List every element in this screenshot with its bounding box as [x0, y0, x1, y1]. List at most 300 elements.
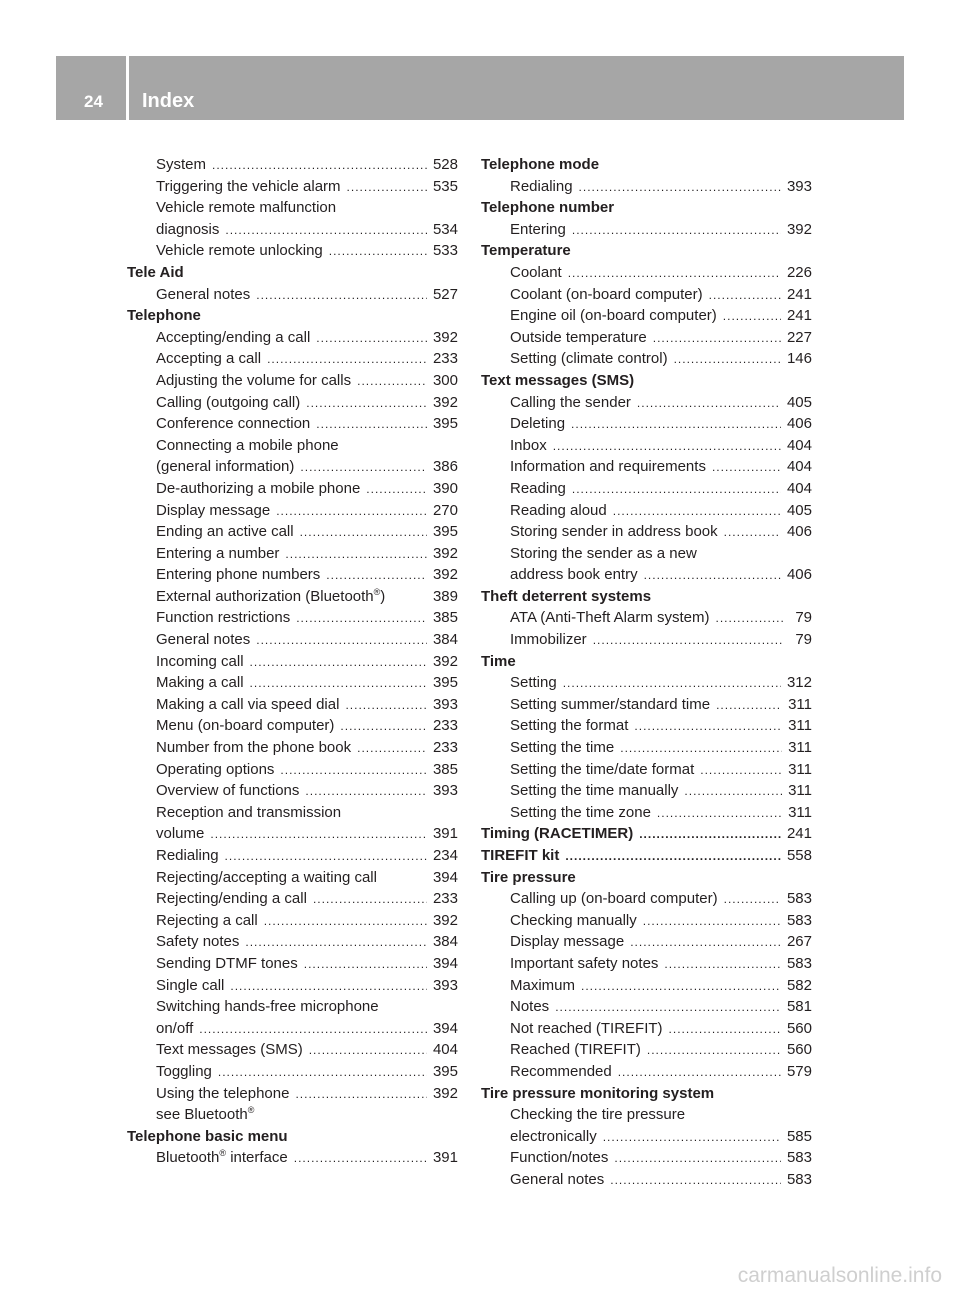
dot-leader — [295, 1084, 427, 1106]
page-reference[interactable]: 233 — [432, 350, 458, 368]
index-entry-text: Entering phone numbers — [156, 566, 321, 584]
index-entry-text: Function restrictions — [156, 609, 291, 627]
dot-leader — [674, 349, 781, 371]
index-entry-text: Tire pressure monitoring system — [481, 1084, 715, 1102]
index-entry — [481, 737, 812, 759]
dot-leader — [647, 1040, 781, 1062]
index-entry — [127, 975, 458, 997]
page-reference[interactable]: 583 — [786, 1149, 812, 1167]
index-entry — [481, 543, 812, 565]
index-entry-text: Rejecting a call — [156, 911, 258, 929]
page-reference[interactable]: 583 — [786, 954, 812, 972]
index-entry-text: Storing sender in address book — [510, 523, 718, 541]
index-entry-text: Checking manually — [510, 911, 637, 929]
index-entry-text: Redialing — [510, 177, 573, 195]
dot-leader — [357, 371, 427, 393]
index-entry — [127, 888, 458, 910]
dot-leader — [643, 911, 781, 933]
dot-leader — [225, 846, 427, 868]
header-divider — [126, 56, 129, 120]
index-entry-text: Setting the time — [510, 739, 615, 757]
page-reference[interactable]: 385 — [432, 609, 458, 627]
page-reference[interactable]: 392 — [432, 911, 458, 929]
index-entry — [127, 1104, 458, 1126]
dot-leader — [250, 652, 427, 674]
index-entry — [127, 478, 458, 500]
dot-leader — [230, 976, 427, 998]
page-reference[interactable]: 583 — [786, 890, 812, 908]
page-reference[interactable]: 233 — [432, 717, 458, 735]
page-reference[interactable]: 404 — [786, 458, 812, 476]
index-entry-text: Information and requirements — [510, 458, 706, 476]
dot-leader — [316, 328, 427, 350]
index-entry — [481, 284, 812, 306]
index-entry — [127, 953, 458, 975]
index-entry-text: Recommended — [510, 1062, 612, 1080]
index-entry-text: Reading — [510, 479, 566, 497]
index-entry-text: Rejecting/ending a call — [156, 890, 307, 908]
dot-leader — [571, 414, 781, 436]
index-entry — [127, 392, 458, 414]
index-entry-text: Setting the format — [510, 717, 629, 735]
dot-leader — [276, 501, 427, 523]
index-entry — [127, 845, 458, 867]
dot-leader — [634, 716, 782, 738]
index-entry — [481, 392, 812, 414]
index-entry-text: address book entry — [510, 566, 638, 584]
dot-leader — [637, 393, 781, 415]
page-reference[interactable]: 311 — [788, 782, 812, 800]
index-entry-text: volume — [156, 825, 205, 843]
index-entry-text: External authorization (Bluetooth®) — [156, 586, 386, 605]
page-reference[interactable]: 79 — [795, 609, 812, 627]
index-heading — [127, 305, 458, 327]
page-reference[interactable]: 392 — [432, 393, 458, 411]
dot-leader — [285, 544, 427, 566]
index-entry — [481, 672, 812, 694]
index-entry-text: Ending an active call — [156, 523, 294, 541]
index-entry-text: Toggling — [156, 1062, 212, 1080]
index-entry — [127, 737, 458, 759]
index-entry — [481, 348, 812, 370]
index-entry — [481, 953, 812, 975]
page-reference[interactable]: 311 — [788, 803, 812, 821]
index-entry — [127, 413, 458, 435]
index-entry-text: Setting (climate control) — [510, 350, 668, 368]
page-reference[interactable]: 560 — [786, 1019, 812, 1037]
page-reference[interactable]: 384 — [432, 933, 458, 951]
index-entry — [481, 435, 812, 457]
index-entry-text: Using the telephone — [156, 1084, 290, 1102]
index-entry — [481, 931, 812, 953]
page-reference[interactable]: 311 — [788, 760, 812, 778]
index-entry — [127, 672, 458, 694]
page-reference[interactable]: 233 — [432, 890, 458, 908]
page-reference[interactable]: 404 — [432, 1041, 458, 1059]
page-reference[interactable]: 300 — [432, 371, 458, 389]
index-entry-text: Storing the sender as a new — [510, 544, 697, 562]
dot-leader — [610, 1170, 781, 1192]
page-reference[interactable]: 311 — [788, 695, 812, 713]
index-entry-text: Not reached (TIREFIT) — [510, 1019, 663, 1037]
dot-leader — [572, 479, 781, 501]
index-entry — [127, 327, 458, 349]
index-entry — [481, 521, 812, 543]
index-entry-text: ATA (Anti-Theft Alarm system) — [510, 609, 710, 627]
index-entry — [481, 1061, 812, 1083]
page-reference[interactable]: 527 — [432, 285, 458, 303]
index-entry — [481, 478, 812, 500]
index-entry — [127, 823, 458, 845]
page-reference[interactable]: 234 — [432, 847, 458, 864]
index-entry-text: System — [156, 156, 207, 173]
dot-leader — [218, 1062, 427, 1084]
index-entry-text: Theft deterrent systems — [481, 587, 652, 605]
index-entry-text: Display message — [510, 933, 625, 951]
index-entry-text: Incoming call — [156, 652, 244, 670]
dot-leader — [280, 760, 427, 782]
page-reference[interactable]: 395 — [432, 523, 458, 541]
index-entry-text: General notes — [510, 1170, 605, 1188]
index-entry-text: Tire pressure — [481, 868, 576, 886]
page-reference[interactable]: 558 — [786, 847, 812, 864]
index-entry — [127, 240, 458, 262]
index-entry — [481, 888, 812, 910]
index-entry-text: (general information) — [156, 458, 295, 476]
dot-leader — [620, 738, 782, 760]
index-entry — [127, 219, 458, 241]
dot-leader — [553, 436, 781, 458]
index-entry — [127, 651, 458, 673]
dot-leader — [296, 608, 427, 630]
index-entry-text: Making a call via speed dial — [156, 695, 340, 713]
page-reference[interactable]: 392 — [432, 328, 458, 346]
index-entry — [481, 1126, 812, 1148]
dot-leader — [614, 1148, 781, 1170]
page-reference[interactable]: 385 — [432, 760, 458, 778]
index-heading — [481, 651, 812, 673]
page-reference[interactable]: 582 — [786, 976, 812, 994]
index-entry — [127, 435, 458, 457]
index-entry-text: Bluetooth® interface — [156, 1148, 288, 1167]
index-column-left — [127, 154, 458, 1169]
index-entry-text: Time — [481, 652, 516, 670]
page-reference[interactable]: 384 — [432, 631, 458, 649]
index-entry — [481, 564, 812, 586]
page-reference[interactable]: 404 — [786, 436, 812, 454]
index-entry-text: Accepting a call — [156, 350, 262, 368]
index-entry — [127, 1039, 458, 1061]
index-entry — [481, 780, 812, 802]
page-reference[interactable]: 395 — [432, 415, 458, 433]
dot-leader — [653, 328, 781, 350]
dot-leader — [724, 522, 781, 544]
page-reference[interactable]: 391 — [432, 1149, 458, 1167]
page-reference[interactable]: 395 — [432, 1062, 458, 1080]
page-reference[interactable]: 311 — [788, 739, 812, 757]
page-reference[interactable]: 392 — [432, 544, 458, 562]
page-reference[interactable]: 406 — [786, 415, 812, 433]
page-reference[interactable]: 233 — [432, 739, 458, 757]
dot-leader — [264, 911, 427, 933]
index-entry-text: electronically — [510, 1127, 597, 1145]
index-entry-text: Coolant — [510, 263, 562, 281]
index-entry-text: Making a call — [156, 674, 244, 692]
index-entry-text: Reading aloud — [510, 501, 607, 519]
index-entry — [481, 629, 812, 651]
index-entry — [481, 975, 812, 997]
dot-leader — [618, 1062, 781, 1084]
index-entry-text: De-authorizing a mobile phone — [156, 479, 361, 497]
index-entry — [127, 348, 458, 370]
index-entry-text: Notes — [510, 998, 550, 1016]
index-entry — [127, 456, 458, 478]
page-reference[interactable]: 393 — [432, 976, 458, 994]
dot-leader — [357, 738, 427, 760]
dot-leader — [306, 393, 427, 415]
index-entry-text: diagnosis — [156, 220, 220, 238]
index-entry — [127, 996, 458, 1018]
page-reference[interactable]: 585 — [786, 1127, 812, 1145]
dot-leader — [294, 1148, 427, 1170]
index-entry-text: on/off — [156, 1019, 194, 1037]
dot-leader — [700, 760, 782, 782]
page-reference[interactable]: 394 — [432, 954, 458, 972]
index-heading — [481, 240, 812, 262]
dot-leader — [568, 263, 781, 285]
index-entry-text: Number from the phone book — [156, 739, 352, 757]
index-entry-text: Entering — [510, 220, 566, 238]
index-entry-text: Immobilizer — [510, 631, 587, 649]
page-reference[interactable]: 583 — [786, 911, 812, 929]
index-entry-text: Adjusting the volume for calls — [156, 371, 352, 389]
index-entry-text: Triggering the vehicle alarm — [156, 177, 341, 195]
page-reference[interactable]: 406 — [786, 523, 812, 541]
index-entry-text: Setting the time manually — [510, 782, 679, 800]
dot-leader — [581, 976, 781, 998]
page-reference[interactable]: 241 — [786, 285, 812, 303]
dot-leader — [630, 932, 781, 954]
page-reference[interactable]: 392 — [432, 1084, 458, 1102]
page-reference[interactable]: 528 — [432, 156, 458, 173]
page-reference[interactable]: 393 — [432, 782, 458, 800]
dot-leader — [565, 846, 781, 868]
dot-leader — [309, 1040, 427, 1062]
page-reference[interactable]: 404 — [786, 479, 812, 497]
index-entry-text: Telephone mode — [481, 156, 600, 173]
index-entry-text: General notes — [156, 631, 251, 649]
page-reference[interactable]: 393 — [432, 695, 458, 713]
page-reference[interactable]: 267 — [786, 933, 812, 951]
index-entry-text: Setting the time/date format — [510, 760, 695, 778]
page-reference[interactable]: 389 — [432, 587, 458, 605]
index-entry — [127, 607, 458, 629]
page-reference[interactable]: 581 — [786, 998, 812, 1016]
index-entry-text: see Bluetooth® — [156, 1105, 255, 1124]
dot-leader — [563, 673, 781, 695]
dot-leader — [316, 414, 427, 436]
page-reference[interactable]: 395 — [432, 674, 458, 692]
page-reference[interactable]: 392 — [432, 566, 458, 584]
index-entry — [127, 586, 458, 608]
dot-leader — [555, 997, 781, 1019]
index-entry — [481, 327, 812, 349]
index-entry — [481, 500, 812, 522]
dot-leader — [300, 457, 427, 479]
index-entry-text: Checking the tire pressure — [510, 1106, 686, 1124]
index-entry-text: Redialing — [156, 847, 219, 864]
dot-leader — [300, 522, 427, 544]
index-heading — [481, 1083, 812, 1105]
index-entry — [127, 1018, 458, 1040]
index-heading — [481, 845, 812, 867]
index-entry-text: Inbox — [510, 436, 547, 454]
dot-leader — [245, 932, 427, 954]
index-entry — [127, 176, 458, 198]
index-entry — [127, 910, 458, 932]
index-entry-text: Vehicle remote malfunction — [156, 199, 337, 217]
index-entry-text: Menu (on-board computer) — [156, 717, 335, 735]
index-entry — [127, 521, 458, 543]
page-reference[interactable]: 270 — [432, 501, 458, 519]
dot-leader — [613, 501, 781, 523]
page-reference[interactable]: 406 — [786, 566, 812, 584]
page-header — [56, 56, 904, 120]
index-entry — [127, 694, 458, 716]
index-entry-text: Calling the sender — [510, 393, 631, 411]
index-column-right — [481, 154, 812, 1191]
index-entry-text: Single call — [156, 976, 225, 994]
index-entry — [481, 802, 812, 824]
index-entry-text: Function/notes — [510, 1149, 609, 1167]
page-title: Index — [142, 90, 195, 112]
dot-leader — [603, 1127, 781, 1149]
index-entry-text: Text messages (SMS) — [156, 1041, 303, 1059]
index-entry — [127, 1083, 458, 1105]
page-reference[interactable]: 533 — [432, 242, 458, 260]
index-entry — [481, 456, 812, 478]
index-entry — [127, 197, 458, 219]
index-entry — [127, 500, 458, 522]
page-reference[interactable]: 405 — [786, 501, 812, 519]
index-entry — [481, 176, 812, 198]
index-entry-text: Accepting/ending a call — [156, 328, 311, 346]
index-heading — [127, 1126, 458, 1148]
index-entry-text: Rejecting/accepting a waiting call — [156, 868, 377, 886]
page-reference[interactable]: 79 — [795, 631, 812, 649]
dot-leader — [366, 479, 427, 501]
page-reference[interactable]: 579 — [786, 1062, 812, 1080]
dot-leader — [715, 608, 784, 630]
index-entry-text: Conference connection — [156, 415, 311, 433]
page-reference[interactable]: 312 — [786, 674, 812, 692]
index-entry — [127, 543, 458, 565]
index-entry-text: Calling up (on-board computer) — [510, 890, 718, 908]
dot-leader — [305, 781, 427, 803]
index-entry — [127, 802, 458, 824]
dot-leader — [664, 954, 781, 976]
index-entry — [127, 1147, 458, 1169]
page-reference[interactable]: 386 — [432, 458, 458, 476]
dot-leader — [225, 220, 427, 242]
index-entry-text: Switching hands-free microphone — [156, 998, 379, 1016]
page-reference[interactable]: 394 — [432, 868, 458, 886]
index-heading — [481, 154, 812, 176]
index-heading — [481, 197, 812, 219]
dot-leader — [345, 695, 427, 717]
dot-leader — [199, 1019, 427, 1041]
index-entry-text: Deleting — [510, 415, 566, 433]
index-entry — [481, 305, 812, 327]
index-entry — [481, 759, 812, 781]
page-reference[interactable]: 394 — [432, 1019, 458, 1037]
dot-leader — [347, 177, 427, 199]
watermark: carmanualsonline.info — [737, 1264, 942, 1287]
page-reference[interactable]: 560 — [786, 1041, 812, 1059]
dot-leader — [210, 824, 427, 846]
dot-leader — [716, 695, 782, 717]
index-entry — [481, 694, 812, 716]
page-reference[interactable]: 391 — [432, 825, 458, 843]
page-reference[interactable]: 311 — [788, 717, 812, 735]
index-entry — [127, 867, 458, 889]
dot-leader — [639, 824, 781, 846]
index-entry — [127, 715, 458, 737]
index-heading — [481, 586, 812, 608]
dot-leader — [724, 889, 781, 911]
page-reference[interactable]: 405 — [786, 393, 812, 411]
index-entry-text: Setting — [510, 674, 557, 692]
index-entry-text: Safety notes — [156, 933, 240, 951]
index-entry-text: TIREFIT kit — [481, 847, 560, 864]
index-entry — [481, 262, 812, 284]
page-reference[interactable]: 241 — [786, 307, 812, 325]
page-reference[interactable]: 241 — [786, 825, 812, 843]
page-reference[interactable]: 390 — [432, 479, 458, 497]
index-entry — [127, 931, 458, 953]
index-entry-text: Tele Aid — [127, 263, 184, 281]
index-entry-text: General notes — [156, 285, 251, 303]
page-reference[interactable]: 226 — [786, 263, 812, 281]
index-entry — [127, 780, 458, 802]
page-reference[interactable]: 534 — [432, 220, 458, 238]
page-reference[interactable]: 393 — [786, 177, 812, 195]
index-heading — [481, 867, 812, 889]
index-entry-text: Maximum — [510, 976, 576, 994]
page-reference[interactable]: 583 — [786, 1170, 812, 1188]
page-reference[interactable]: 146 — [786, 350, 812, 368]
page-reference[interactable]: 392 — [432, 652, 458, 670]
page-reference[interactable]: 535 — [432, 177, 458, 195]
index-entry — [481, 715, 812, 737]
index-entry-text: Setting summer/standard time — [510, 695, 711, 713]
index-entry — [127, 1061, 458, 1083]
index-entry — [481, 910, 812, 932]
index-entry-text: Telephone — [127, 307, 201, 325]
index-entry-text: Telephone number — [481, 199, 615, 217]
index-entry — [481, 1147, 812, 1169]
dot-leader — [250, 673, 427, 695]
index-entry-text: Vehicle remote unlocking — [156, 242, 323, 260]
dot-leader — [723, 306, 781, 328]
index-entry-text: Important safety notes — [510, 954, 659, 972]
page-reference[interactable]: 392 — [786, 220, 812, 238]
index-entry — [127, 629, 458, 651]
index-entry — [127, 759, 458, 781]
index-entry — [481, 1169, 812, 1191]
page-reference[interactable]: 227 — [786, 328, 812, 346]
index-entry — [127, 564, 458, 586]
